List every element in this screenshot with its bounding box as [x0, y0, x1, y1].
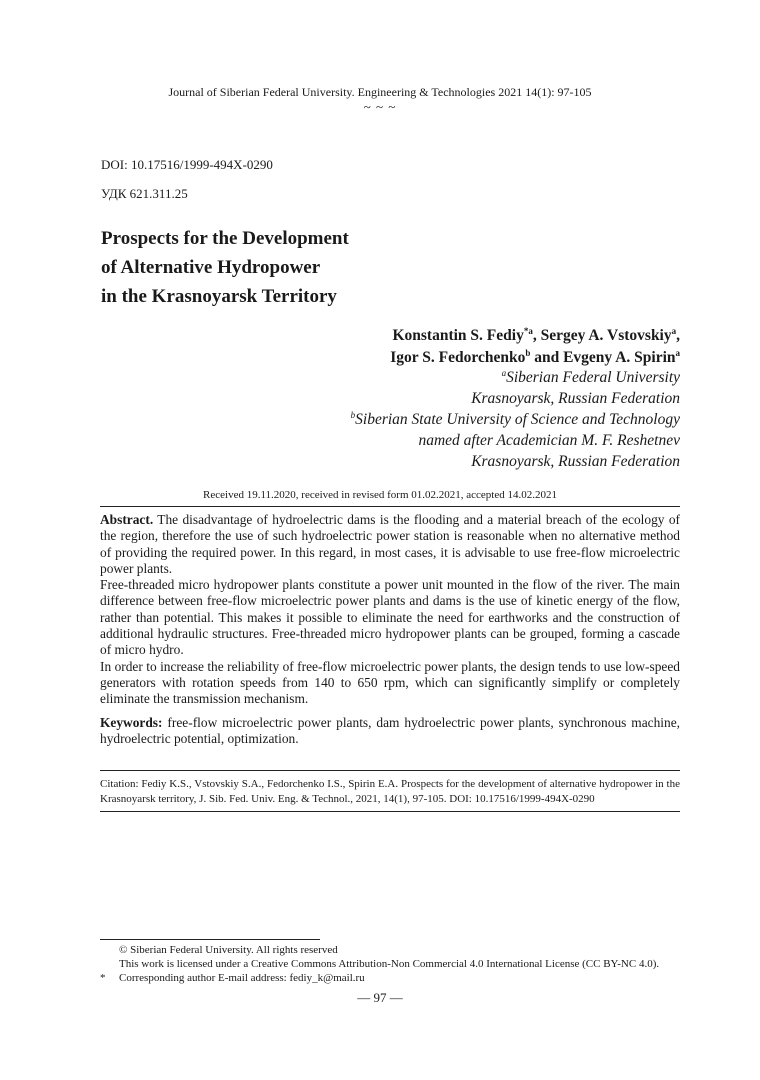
keywords-label: Keywords:	[100, 714, 163, 730]
authors-line-2	[390, 347, 680, 369]
title-line-3: in the Krasnoyarsk Territory	[101, 286, 337, 307]
author-affiliation-mark: a	[671, 326, 677, 336]
author-name: Igor S. Fedorchenko	[390, 349, 526, 366]
abstract-section	[100, 512, 680, 747]
title-line-2: of Alternative Hydropower	[101, 257, 321, 278]
footnote-email: Corresponding author E-mail address: fediy_k@mail.ru	[119, 972, 365, 984]
footnote-license: This work is licensed under a Creative Commons Attribution-Non Commercial 4.0 International License (CC BY-NC 4.0).	[119, 958, 660, 970]
abstract-label: Abstract.	[100, 512, 154, 527]
author-name: Evgeny A. Spirin	[563, 349, 676, 366]
abstract-paragraph-3: In order to increase the reliability of free-flow microelectric power plants, the design tends to use low-speed generators with rotation speeds from 140 to 650 rpm, which can significantly simplify or completely eliminate the transmission mechanism.	[100, 658, 680, 707]
affiliation-mark: b	[350, 410, 356, 420]
author-list	[390, 325, 680, 369]
author-name: Konstantin S. Fediy	[392, 327, 524, 344]
abstract-paragraph-2: Free-threaded micro hydropower plants constitute a power unit mounted in the flow of the river. The main difference between free-flow microelectric power plants and dams is the use of kinetic energy of the flow, rather than potential. This makes it possible to eliminate the need for earthworks and the construction of additional hydraulic structures. Free-threaded micro hydropower plants can be grouped, forming a cascade of micro hydro.	[100, 577, 680, 658]
affiliation-b-line-3: Krasnoyarsk, Russian Federation	[471, 453, 680, 470]
abstract-paragraph-1	[100, 512, 680, 577]
author-affiliation-mark: a	[675, 348, 680, 358]
header-ornament: ~ ~ ~	[363, 99, 397, 114]
keywords-text: free-flow microelectric power plants, dam hydroelectric power plants, synchronous machine, hydroelectric potential, optimization.	[100, 714, 680, 746]
udc-code: УДК 621.311.25	[101, 186, 188, 201]
footnote-copyright: © Siberian Federal University. All rights reserved	[119, 944, 338, 956]
footnotes	[100, 943, 659, 985]
affiliation-mark: a	[501, 368, 507, 378]
author-name: Sergey A. Vstovskiy	[540, 327, 672, 344]
affiliation-text: Siberian Federal University	[506, 369, 680, 386]
citation-bottom-rule	[100, 811, 680, 812]
citation: Citation: Fediy K.S., Vstovskiy S.A., Fedorchenko I.S., Spirin E.A. Prospects for the development of alternative hydropower in the Krasnoyarsk territory, J. Sib. Fed. Univ. Eng. & Technol., 2021, 14(1), 97-105. DOI: 10.17516/1999-494X-0290	[100, 778, 680, 805]
doi: DOI: 10.17516/1999-494X-0290	[101, 157, 273, 172]
author-affiliation-mark: b	[525, 348, 531, 358]
author-separator: ,	[676, 327, 680, 344]
affiliation-a-line-2: Krasnoyarsk, Russian Federation	[471, 390, 680, 407]
footnote-rule	[100, 939, 320, 940]
title-line-1: Prospects for the Development	[101, 228, 349, 249]
citation-top-rule	[100, 770, 680, 771]
affiliation-text: Siberian State University of Science and Technology	[355, 411, 680, 428]
footnote-star: *	[100, 972, 106, 984]
keywords	[100, 715, 680, 748]
affiliation-a-line-1	[351, 367, 680, 388]
abstract-text: The disadvantage of hydroelectric dams is the flooding and a material breach of the ecology of the region, therefore the use of such hydroelectric power station is reasonable when no alternative method of providing the required power. In this regard, in most cases, it is advisable to use free-flow microelectric power plants.	[100, 512, 680, 576]
authors-line-1	[390, 325, 680, 347]
article-title	[101, 224, 349, 311]
author-separator: ,	[532, 327, 541, 344]
affiliation-b-line-2: named after Academician M. F. Reshetnev	[418, 432, 680, 449]
abstract-top-rule	[100, 506, 680, 507]
footnote-corresponding	[100, 971, 659, 985]
author-affiliation-mark: *a	[523, 326, 533, 336]
affiliation-b-line-1	[351, 409, 680, 430]
author-separator: and	[530, 349, 564, 366]
received-dates: Received 19.11.2020, received in revised form 01.02.2021, accepted 14.02.2021	[203, 489, 557, 501]
affiliations	[351, 367, 680, 472]
page-number: — 97 —	[357, 990, 403, 1005]
journal-header: Journal of Siberian Federal University. Engineering & Technologies 2021 14(1): 97-105	[168, 85, 592, 99]
